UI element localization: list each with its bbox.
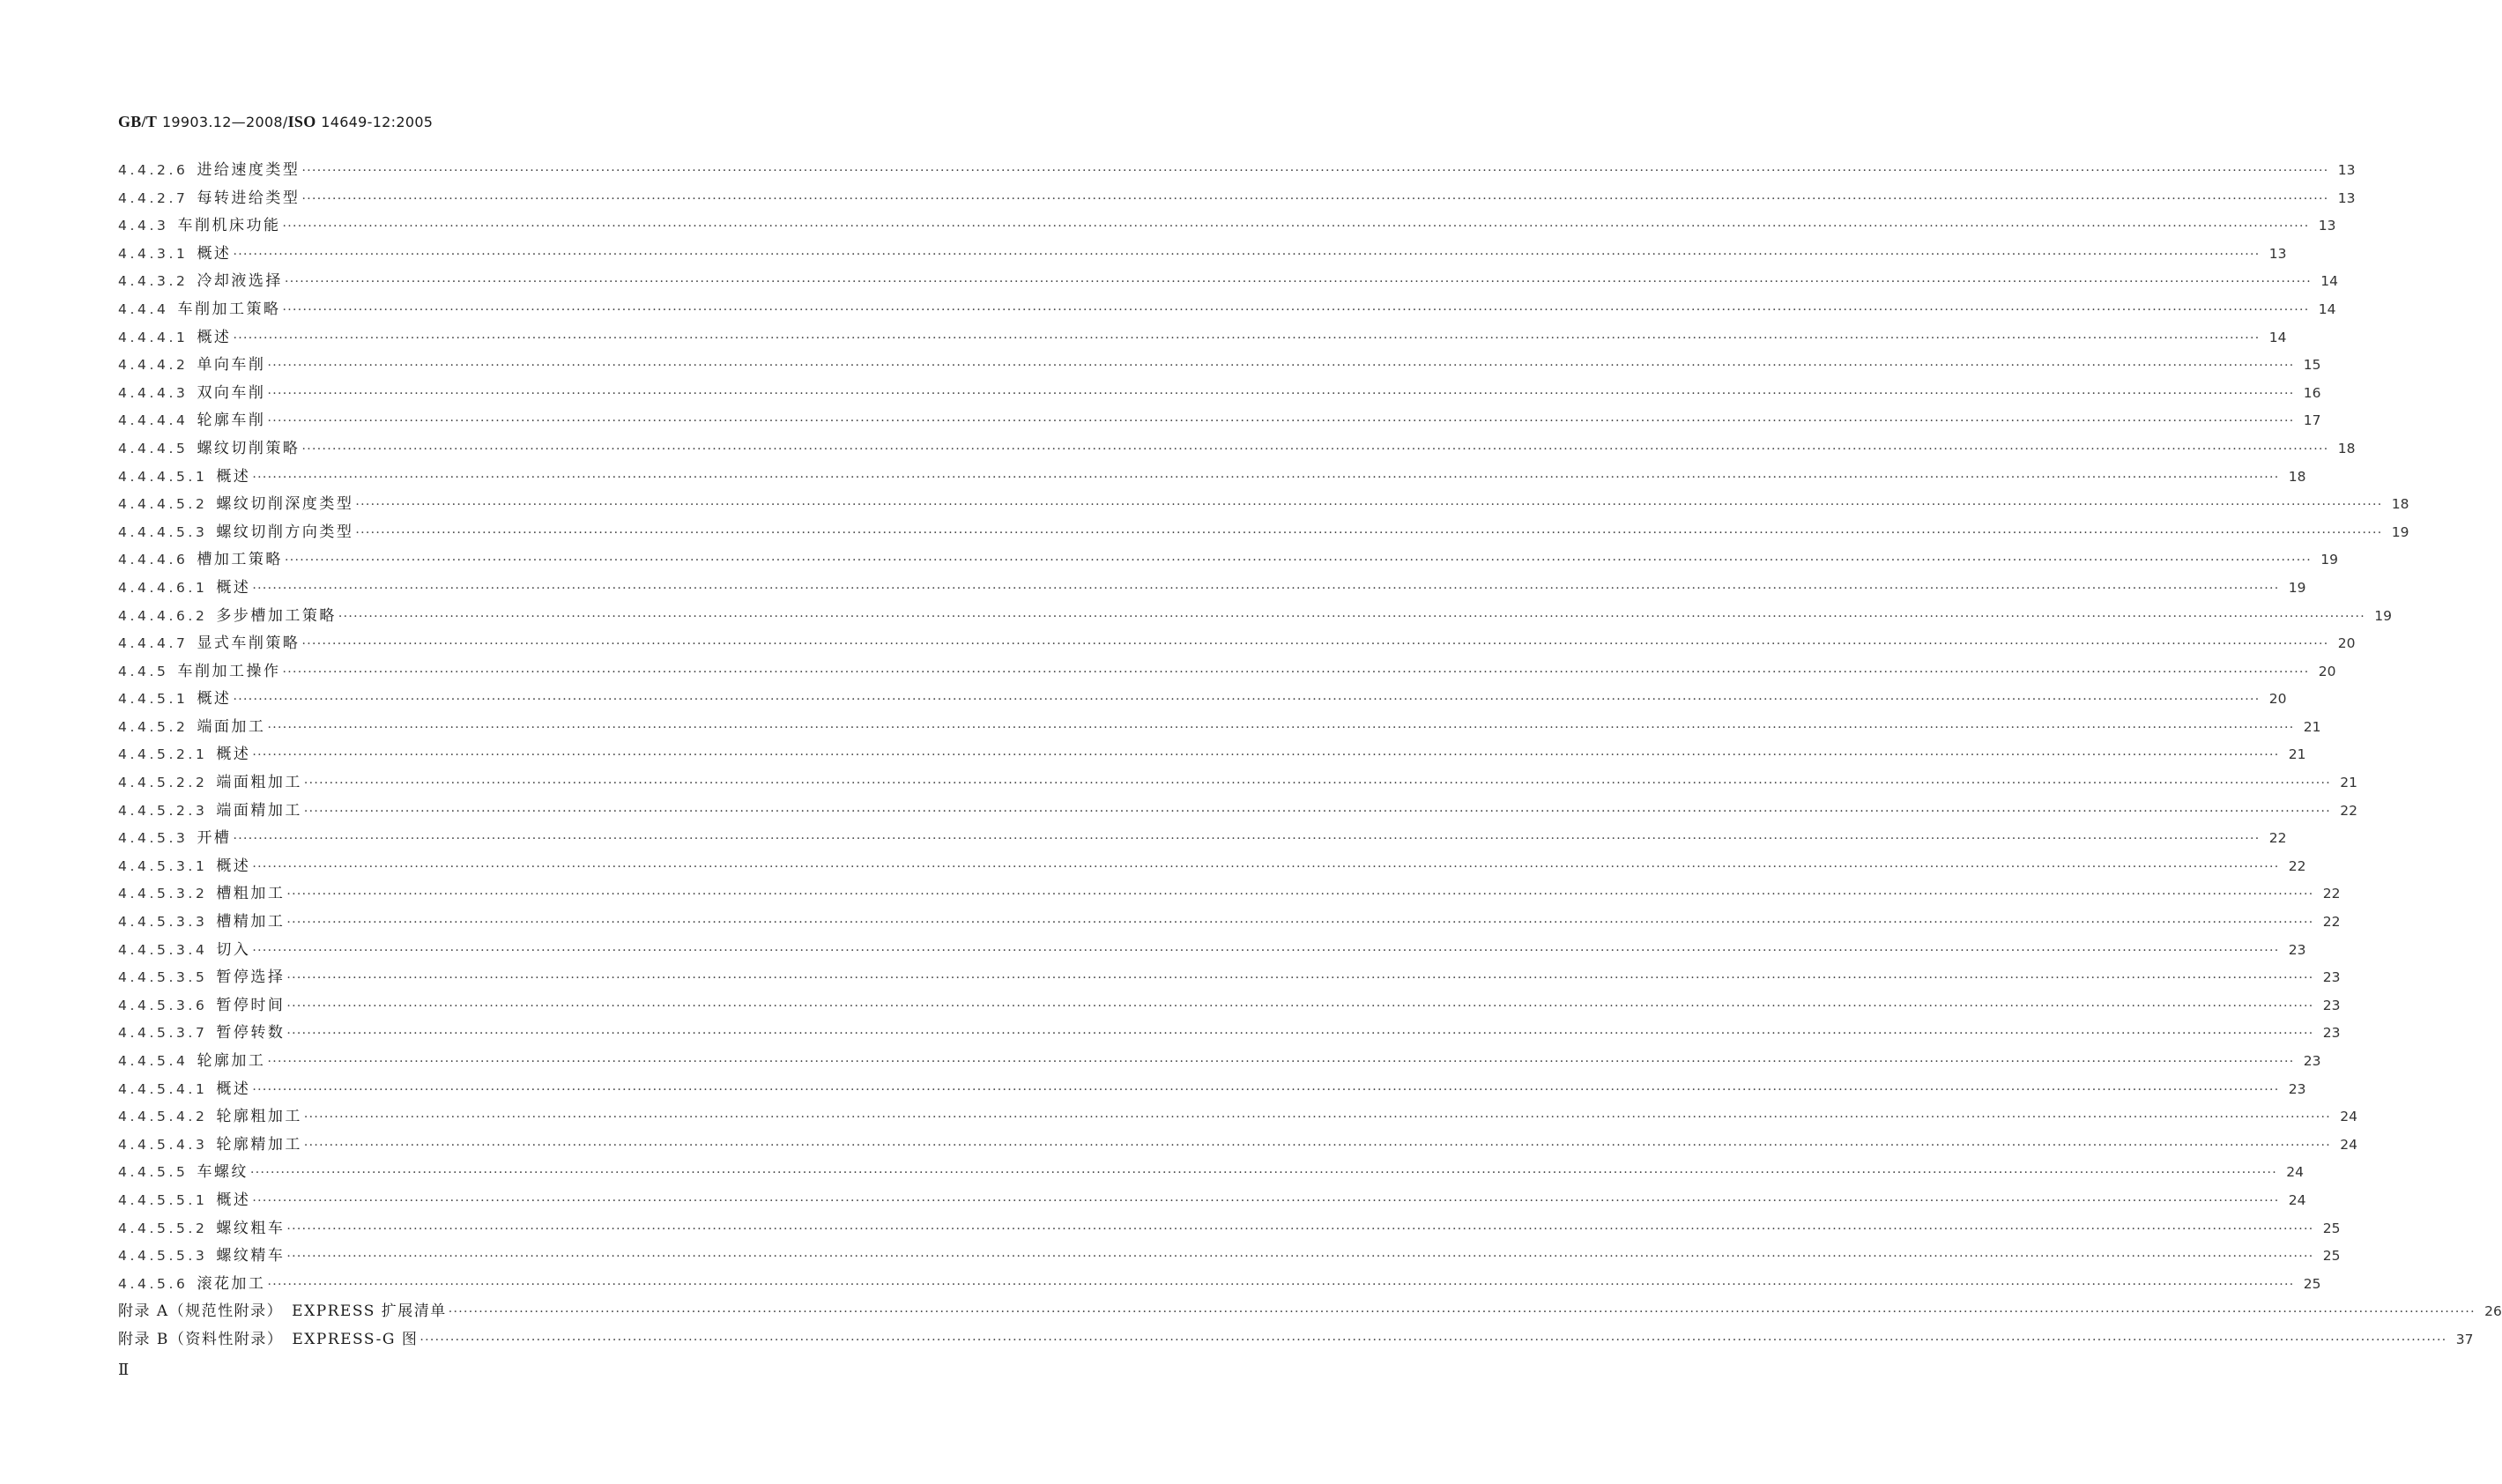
toc-title: 车削机床功能 xyxy=(177,217,281,235)
toc-leader-dots: ················································································································································································································································································································································································································ xyxy=(252,943,2280,958)
toc-section-number: 4.4.5.2 xyxy=(118,718,189,735)
toc-title: 多步槽加工策略 xyxy=(216,606,337,625)
toc-entry[interactable] xyxy=(118,491,2409,519)
toc-leader-dots: ················································································································································································································································································································································································································ xyxy=(233,832,2261,847)
toc-leader-dots: ················································································································································································································································································································································································································ xyxy=(267,386,2295,401)
toc-entry[interactable] xyxy=(118,1187,2306,1215)
toc-title: 螺纹精车 xyxy=(216,1247,286,1265)
toc-section-number: 4.4.4.4 xyxy=(118,412,189,429)
toc-title: 进给速度类型 xyxy=(197,161,301,179)
toc-title: 轮廓精加工 xyxy=(216,1135,302,1154)
toc-section-number: 4.4.5.2.1 xyxy=(118,746,208,763)
toc-entry[interactable] xyxy=(118,212,2336,241)
toc-title: 端面粗加工 xyxy=(216,774,302,792)
toc-entry[interactable] xyxy=(118,853,2306,881)
toc-entry[interactable] xyxy=(118,992,2341,1020)
toc-page-number: 22 xyxy=(2322,886,2341,902)
toc-page-number: 25 xyxy=(2322,1220,2341,1236)
toc-title: 车削加工策略 xyxy=(177,300,281,318)
toc-entry[interactable] xyxy=(118,380,2321,408)
toc-entry[interactable] xyxy=(118,1326,2474,1354)
toc-leader-dots: ················································································································································································································································································································································································································ xyxy=(303,776,2331,791)
toc-page-number: 26 xyxy=(2484,1303,2502,1320)
toc-entry[interactable] xyxy=(118,268,2339,296)
toc-page-number: 21 xyxy=(2340,775,2357,791)
toc-section-number: 4.4.5.3.4 xyxy=(118,941,208,958)
toc-entry[interactable] xyxy=(118,741,2306,769)
toc-title: 切入 xyxy=(216,940,251,959)
toc-entry[interactable] xyxy=(118,686,2287,714)
toc-entry[interactable] xyxy=(118,630,2356,658)
toc-leader-dots: ················································································································································································································································································································································································································ xyxy=(301,164,2329,178)
iso-code: ISO xyxy=(287,113,316,130)
toc-page-number: 19 xyxy=(2320,552,2339,568)
toc-entry[interactable] xyxy=(118,658,2336,686)
standard-number: 19903.12—2008/ xyxy=(161,114,288,130)
toc-page-number: 22 xyxy=(2288,857,2306,874)
toc-section-number: 4.4.4.5.2 xyxy=(118,496,208,513)
toc-leader-dots: ················································································································································································································································································································································································································ xyxy=(303,1110,2331,1125)
toc-title: 每转进给类型 xyxy=(197,189,301,207)
toc-title: 附录 A（规范性附录） EXPRESS 扩展清单 xyxy=(118,1302,447,1321)
toc-entry[interactable] xyxy=(118,1215,2341,1243)
toc-section-number: 4.4.4.3 xyxy=(118,384,189,401)
toc-title: 概述 xyxy=(216,467,251,486)
toc-entry[interactable] xyxy=(118,603,2392,631)
toc-leader-dots: ················································································································································································································································································································································································································ xyxy=(252,581,2280,596)
toc-title: 概述 xyxy=(197,244,232,263)
toc-section-number: 4.4.5.6 xyxy=(118,1275,189,1292)
toc-page-number: 19 xyxy=(2374,607,2392,624)
toc-entry[interactable] xyxy=(118,435,2356,464)
toc-section-number: 4.4.5 xyxy=(118,663,169,679)
toc-leader-dots: ················································································································································································································································································································································································································ xyxy=(286,887,2314,902)
toc-page-number: 20 xyxy=(2337,635,2356,652)
toc-page-number: 13 xyxy=(2337,189,2356,206)
toc-section-number: 4.4.5.4.3 xyxy=(118,1136,208,1153)
toc-section-number: 4.4.4.5.1 xyxy=(118,468,208,485)
toc-section-number: 4.4.5.1 xyxy=(118,691,189,708)
toc-title: 槽粗加工 xyxy=(216,885,286,903)
toc-page-number: 21 xyxy=(2288,746,2306,763)
toc-page-number: 19 xyxy=(2391,523,2409,540)
toc-title: 显式车削策略 xyxy=(197,634,301,653)
toc-entry[interactable] xyxy=(118,1159,2305,1187)
toc-title: 轮廓粗加工 xyxy=(216,1108,302,1126)
toc-leader-dots: ················································································································································································································································································································································································································ xyxy=(286,1221,2314,1236)
toc-title: 螺纹切削策略 xyxy=(197,439,301,457)
toc-title: 车削加工操作 xyxy=(177,662,281,680)
toc-page-number: 37 xyxy=(2455,1331,2474,1347)
toc-leader-dots: ················································································································································································································································································································································································································ xyxy=(448,1305,2476,1320)
toc-page-number: 18 xyxy=(2391,496,2409,513)
toc-leader-dots: ················································································································································································································································································································································································································ xyxy=(267,720,2295,735)
toc-title: 螺纹切削方向类型 xyxy=(216,523,354,541)
toc-entry[interactable] xyxy=(118,352,2321,380)
toc-leader-dots: ················································································································································································································································································································································································································ xyxy=(252,470,2280,485)
toc-title: 概述 xyxy=(197,690,232,709)
toc-page-number: 13 xyxy=(2268,245,2287,262)
toc-entry[interactable] xyxy=(118,546,2339,575)
iso-number: 14649-12:2005 xyxy=(321,114,434,130)
toc-title: 冷却液选择 xyxy=(197,272,283,291)
toc-page-number: 17 xyxy=(2303,412,2321,429)
toc-entry[interactable] xyxy=(118,185,2356,213)
toc-page-number: 23 xyxy=(2288,1080,2306,1097)
toc-section-number: 4.4.5.3.2 xyxy=(118,886,208,902)
toc-entry[interactable] xyxy=(118,241,2287,269)
toc-title: 端面精加工 xyxy=(216,801,302,820)
toc-title: 双向车削 xyxy=(197,383,266,402)
toc-entry[interactable] xyxy=(118,1076,2306,1104)
toc-section-number: 4.4.5.5 xyxy=(118,1164,189,1181)
toc-title: 暂停转数 xyxy=(216,1024,286,1043)
toc-section-number: 4.4.4 xyxy=(118,301,169,317)
toc-entry[interactable] xyxy=(118,798,2357,826)
toc-section-number: 4.4.5.3.7 xyxy=(118,1025,208,1042)
toc-page-number: 23 xyxy=(2322,997,2341,1013)
toc-page-number: 20 xyxy=(2318,663,2336,679)
toc-leader-dots: ················································································································································································································································································································································································································ xyxy=(303,804,2331,819)
toc-page-number: 25 xyxy=(2322,1248,2341,1265)
toc-leader-dots: ················································································································································································································································································································································································································ xyxy=(301,637,2329,652)
toc-page-number: 25 xyxy=(2303,1275,2321,1292)
toc-leader-dots: ················································································································································································································································································································································································································ xyxy=(233,693,2261,708)
page-folio: Ⅱ xyxy=(118,1361,130,1378)
toc-section-number: 4.4.4.6.1 xyxy=(118,579,208,596)
toc-page-number: 13 xyxy=(2318,218,2336,234)
toc-entry[interactable] xyxy=(118,714,2321,742)
toc-leader-dots: ················································································································································································································································································································································································································ xyxy=(267,414,2295,429)
toc-section-number: 4.4.4.5 xyxy=(118,440,189,456)
toc-page-number: 24 xyxy=(2288,1191,2306,1208)
toc-section-number: 4.4.5.3.6 xyxy=(118,997,208,1013)
toc-page-number: 14 xyxy=(2268,329,2287,345)
toc-page-number: 23 xyxy=(2322,1025,2341,1042)
toc-page-number: 21 xyxy=(2303,718,2321,735)
toc-section-number: 4.4.5.2.2 xyxy=(118,775,208,791)
toc-leader-dots: ················································································································································································································································································································································································································ xyxy=(286,998,2314,1013)
toc-leader-dots: ················································································································································································································································································································································································································ xyxy=(267,1277,2295,1292)
toc-section-number: 4.4.4.1 xyxy=(118,329,189,345)
toc-page-number: 18 xyxy=(2288,468,2306,485)
toc-section-number: 4.4.5.4.2 xyxy=(118,1109,208,1125)
toc-title: 螺纹切削深度类型 xyxy=(216,495,354,514)
toc-title: 暂停时间 xyxy=(216,996,286,1014)
toc-title: 槽精加工 xyxy=(216,913,286,931)
toc-title: 轮廓加工 xyxy=(197,1052,266,1070)
toc-section-number: 4.4.5.5.2 xyxy=(118,1220,208,1236)
toc-entry[interactable] xyxy=(118,880,2341,909)
toc-section-number: 4.4.5.2.3 xyxy=(118,802,208,819)
toc-title: 概述 xyxy=(216,1191,251,1209)
toc-title: 开槽 xyxy=(197,829,232,848)
toc-leader-dots: ················································································································································································································································································································································································································ xyxy=(338,609,2365,624)
toc-section-number: 4.4.2.6 xyxy=(118,162,189,178)
toc-entry[interactable] xyxy=(118,296,2336,324)
toc-entry[interactable] xyxy=(118,1132,2357,1160)
toc-leader-dots: ················································································································································································································································································································································································································ xyxy=(355,525,2383,540)
toc-leader-dots: ················································································································································································································································································································································································································ xyxy=(286,971,2314,986)
toc-title: 概述 xyxy=(216,746,251,764)
toc-section-number: 4.4.5.4.1 xyxy=(118,1080,208,1097)
toc-section-number: 4.4.5.4 xyxy=(118,1053,189,1069)
toc-section-number: 4.4.5.3.3 xyxy=(118,914,208,931)
toc-entry[interactable] xyxy=(118,1243,2341,1271)
toc-page-number: 16 xyxy=(2303,384,2321,401)
toc-leader-dots: ················································································································································································································································································································································································································ xyxy=(252,1082,2280,1097)
document-header xyxy=(118,113,433,131)
toc-entry[interactable] xyxy=(118,825,2287,853)
toc-section-number: 4.4.3.1 xyxy=(118,245,189,262)
toc-page-number: 22 xyxy=(2322,914,2341,931)
toc-leader-dots: ················································································································································································································································································································································································································ xyxy=(252,859,2280,874)
standard-code: GB/T xyxy=(118,113,158,130)
toc-page-number: 14 xyxy=(2320,273,2339,290)
toc-title: 概述 xyxy=(216,578,251,597)
toc-entry[interactable] xyxy=(118,1020,2341,1048)
toc-section-number: 4.4.4.6 xyxy=(118,552,189,568)
toc-section-number: 4.4.3 xyxy=(118,218,169,234)
toc-title: 槽加工策略 xyxy=(197,551,283,569)
toc-entry[interactable] xyxy=(118,1103,2357,1132)
toc-leader-dots: ················································································································································································································································································································································································································ xyxy=(249,1166,2278,1181)
toc-page-number: 20 xyxy=(2268,691,2287,708)
toc-entry[interactable] xyxy=(118,575,2306,603)
toc-section-number: 4.4.4.6.2 xyxy=(118,607,208,624)
toc-leader-dots: ················································································································································································································································································································································································································ xyxy=(284,553,2313,568)
toc-title: 螺纹粗车 xyxy=(216,1219,286,1237)
toc-entry[interactable] xyxy=(118,407,2321,435)
toc-title: 滚花加工 xyxy=(197,1274,266,1293)
toc-title: 暂停选择 xyxy=(216,968,286,987)
toc-leader-dots: ················································································································································································································································································································································································································ xyxy=(267,1055,2295,1069)
toc-page-number: 23 xyxy=(2303,1053,2321,1069)
toc-leader-dots: ················································································································································································································································································································································································································ xyxy=(252,1193,2280,1208)
toc-section-number: 4.4.4.2 xyxy=(118,357,189,374)
toc-title: 概述 xyxy=(197,328,232,346)
toc-entry[interactable] xyxy=(118,324,2287,352)
toc-section-number: 4.4.5.5.1 xyxy=(118,1191,208,1208)
toc-leader-dots: ················································································································································································································································································································································································································ xyxy=(286,916,2314,931)
toc-entry[interactable] xyxy=(118,769,2357,798)
toc-section-number: 4.4.5.5.3 xyxy=(118,1248,208,1265)
toc-title: 单向车削 xyxy=(197,356,266,375)
toc-entry[interactable] xyxy=(118,909,2341,937)
toc-leader-dots: ················································································································································································································································································································································································································ xyxy=(286,1027,2314,1042)
toc-page-number: 13 xyxy=(2337,162,2356,178)
toc-entry[interactable] xyxy=(118,464,2306,492)
toc-entry[interactable] xyxy=(118,964,2341,992)
toc-leader-dots: ················································································································································································································································································································································································································ xyxy=(355,498,2383,513)
toc-page-number: 23 xyxy=(2322,969,2341,986)
table-of-contents xyxy=(118,157,2502,1354)
toc-title: 概述 xyxy=(216,857,251,875)
toc-title: 附录 B（资料性附录） EXPRESS-G 图 xyxy=(118,1330,419,1348)
toc-page-number: 15 xyxy=(2303,357,2321,374)
toc-leader-dots: ················································································································································································································································································································································································································ xyxy=(282,302,2310,317)
toc-leader-dots: ················································································································································································································································································································································································································ xyxy=(301,191,2329,206)
toc-page-number: 23 xyxy=(2288,941,2306,958)
toc-leader-dots: ················································································································································································································································································································································································································ xyxy=(282,664,2310,679)
toc-page-number: 24 xyxy=(2340,1136,2357,1153)
toc-leader-dots: ················································································································································································································································································································································································································ xyxy=(284,275,2313,290)
toc-page-number: 22 xyxy=(2268,830,2287,847)
toc-section-number: 4.4.2.7 xyxy=(118,189,189,206)
toc-entry[interactable] xyxy=(118,1271,2321,1299)
toc-section-number: 4.4.3.2 xyxy=(118,273,189,290)
toc-page-number: 19 xyxy=(2288,579,2306,596)
toc-section-number: 4.4.5.3.5 xyxy=(118,969,208,986)
toc-section-number: 4.4.5.3 xyxy=(118,830,189,847)
toc-leader-dots: ················································································································································································································································································································································································································ xyxy=(286,1250,2314,1265)
toc-section-number: 4.4.5.3.1 xyxy=(118,857,208,874)
toc-leader-dots: ················································································································································································································································································································································································································ xyxy=(282,219,2310,234)
toc-leader-dots: ················································································································································································································································································································································································································ xyxy=(303,1138,2331,1153)
toc-page-number: 22 xyxy=(2340,802,2357,819)
toc-entry[interactable] xyxy=(118,937,2306,965)
toc-title: 端面加工 xyxy=(197,717,266,736)
toc-section-number: 4.4.4.5.3 xyxy=(118,523,208,540)
toc-leader-dots: ················································································································································································································································································································································································································ xyxy=(233,330,2261,345)
toc-entry[interactable] xyxy=(118,157,2356,185)
toc-title: 轮廓车削 xyxy=(197,412,266,430)
toc-section-number: 4.4.4.7 xyxy=(118,635,189,652)
toc-leader-dots: ················································································································································································································································································································································································································ xyxy=(252,748,2280,763)
toc-page-number: 24 xyxy=(2340,1109,2357,1125)
toc-title: 车螺纹 xyxy=(197,1163,249,1182)
toc-leader-dots: ················································································································································································································································································································································································································ xyxy=(233,247,2261,262)
toc-page-number: 14 xyxy=(2318,301,2336,317)
toc-leader-dots: ················································································································································································································································································································································································································ xyxy=(419,1332,2447,1347)
toc-page-number: 18 xyxy=(2337,440,2356,456)
toc-entry[interactable] xyxy=(118,519,2409,547)
toc-title: 概述 xyxy=(216,1080,251,1098)
toc-leader-dots: ················································································································································································································································································································································································································ xyxy=(267,359,2295,374)
toc-entry[interactable] xyxy=(118,1048,2321,1076)
toc-leader-dots: ················································································································································································································································································································································································································ xyxy=(301,441,2329,456)
toc-page-number: 24 xyxy=(2286,1164,2305,1181)
toc-entry[interactable] xyxy=(118,1298,2502,1326)
